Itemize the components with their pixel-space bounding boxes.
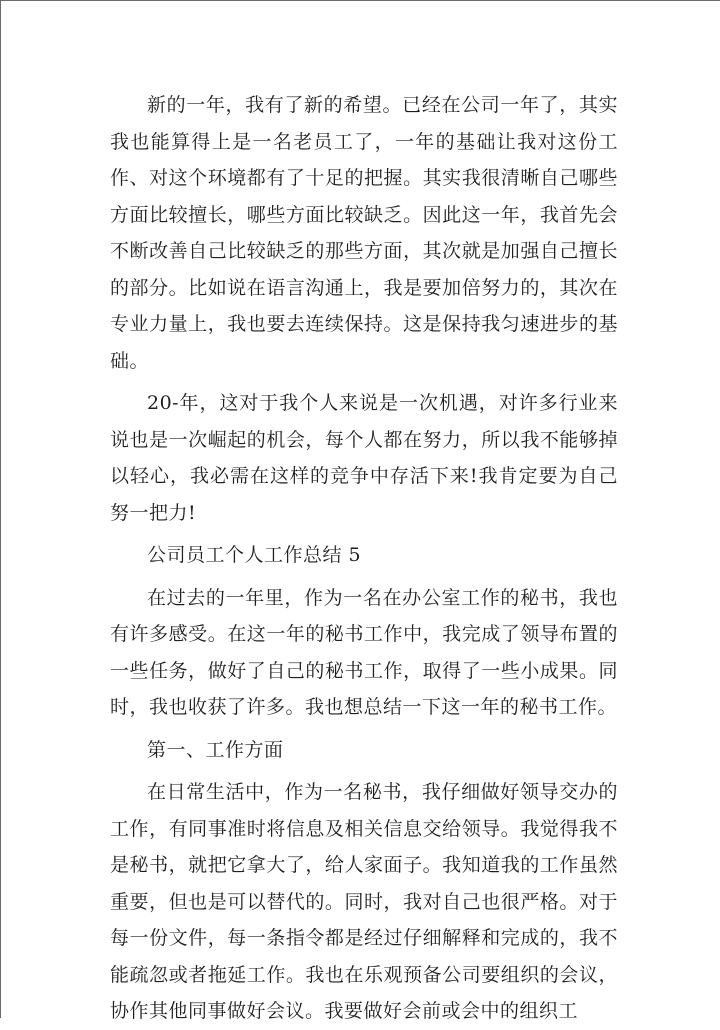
paragraph-opportunity: 20-年，这对于我个人来说是一次机遇，对许多行业来说也是一次崛起的机会，每个人都在努力，所以我不能够掉以轻心，我必需在这样的竞争中存活下来!我肯定要为自己努一把力! xyxy=(110,392,618,524)
paragraph-secretary-intro: 在过去的一年里，作为一名在办公室工作的秘书，我也有许多感受。在这一年的秘书工作中，我完成了领导布置的一些任务，做好了自己的秘书工作，取得了一些小成果。同时，我也收获了许多。我也想总结一下这一年的秘书工作。 xyxy=(110,586,618,718)
paragraph-daily-work: 在日常生活中，作为一名秘书，我仔细做好领导交办的工作，有同事准时将信息及相关信息交给领导。我觉得我不是秘书，就把它拿大了，给人家面子。我知道我的工作虽然重要，但也是可以替代的。同时，我对自己也很严格。对于每一份文件，每一条指令都是经过仔细解释和完成的，我不能疏忽或者拖延工作。我也在乐观预备公司要组织的会议，协作其他同事做好会议。我要做好会前或会中的组织工 xyxy=(110,781,618,1022)
document-body xyxy=(110,87,618,1030)
section-heading-work: 第一、工作方面 xyxy=(147,738,284,761)
section-title-summary-5: 公司员工个人工作总结 5 xyxy=(147,544,362,566)
paragraph-new-year-hopes: 新的一年，我有了新的希望。已经在公司一年了，其实我也能算得上是一名老员工了，一年的基础让我对这份工作、对这个环境都有了十足的把握。其实我很清晰自己哪些方面比较擅长，哪些方面比较缺乏。因此这一年，我首先会不断改善自己比较缺乏的那些方面，其次就是加强自己擅长的部分。比如说在语言沟通上，我是要加倍努力的，其次在专业力量上，我也要去连续保持。这是保持我匀速进步的基础。 xyxy=(110,94,618,372)
